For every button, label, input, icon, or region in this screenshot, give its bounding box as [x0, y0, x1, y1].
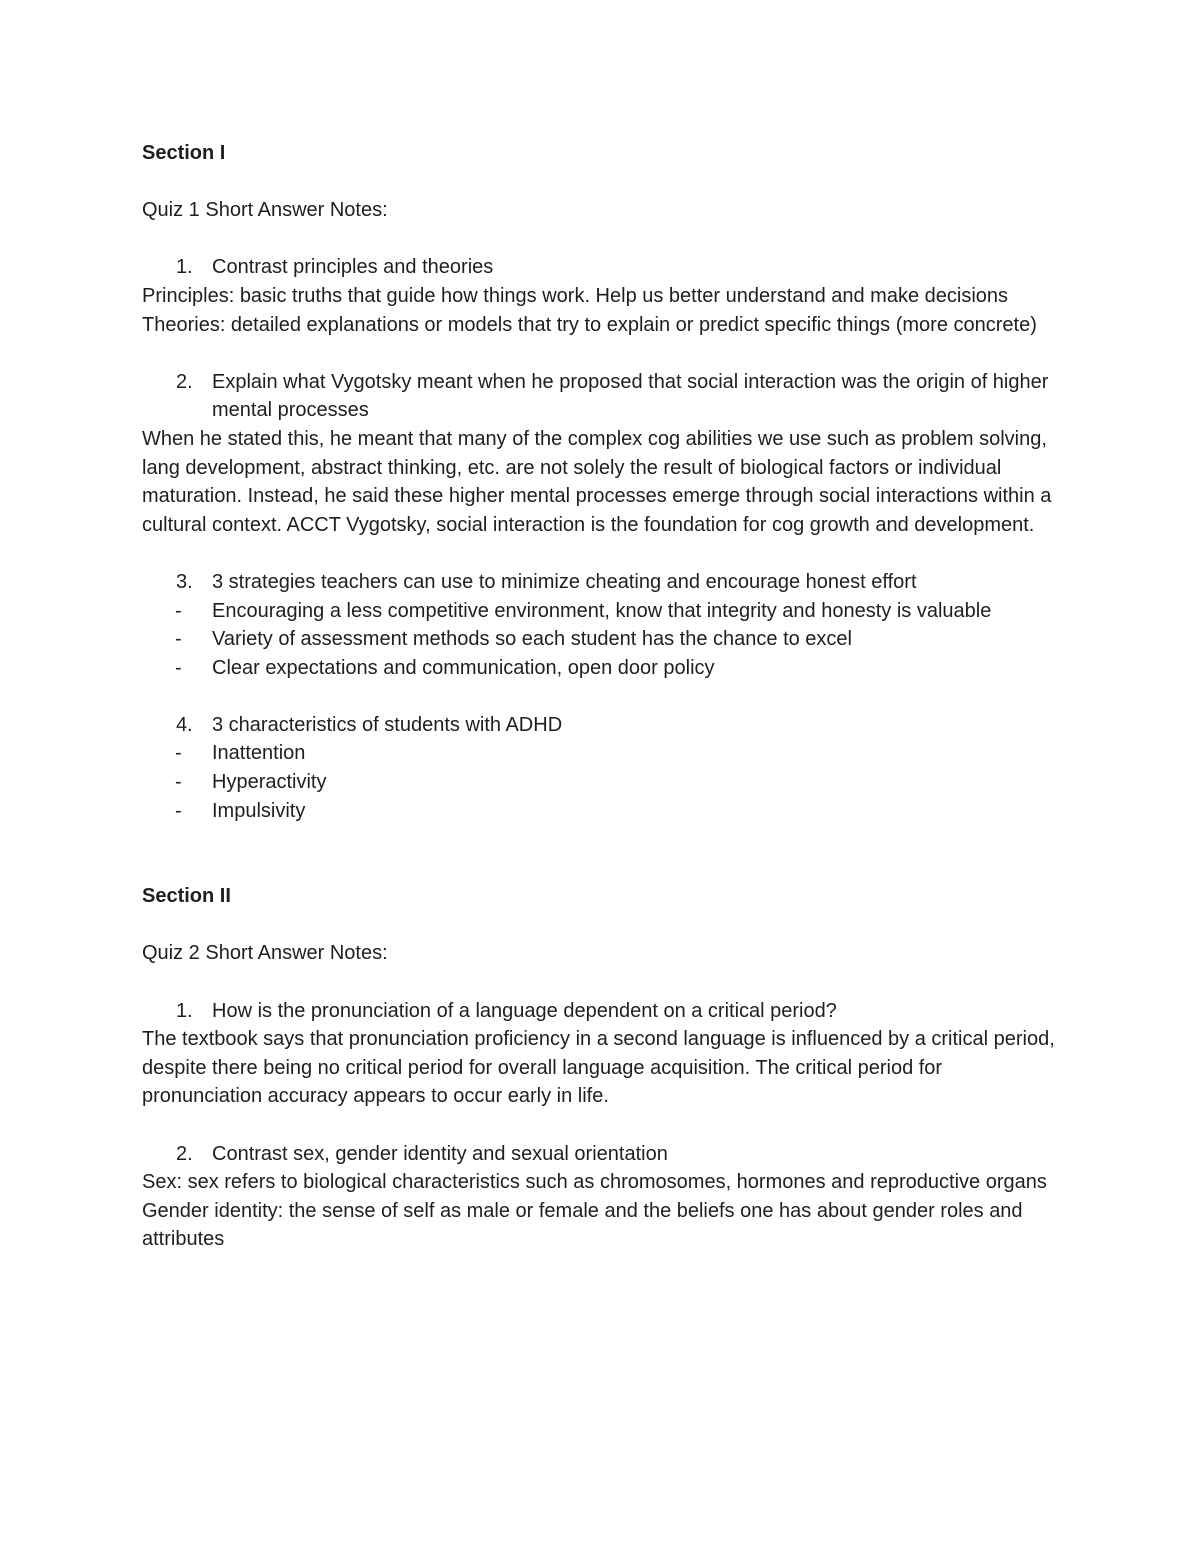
numbered-question	[142, 253, 1062, 282]
bullet-marker: -	[175, 656, 182, 679]
bullet-text: Encouraging a less competitive environment, know that integrity and honesty is valuable	[212, 599, 992, 622]
question-number: 4.	[176, 713, 193, 736]
bullet-item	[142, 768, 1062, 797]
section-heading: Section I	[142, 142, 226, 164]
bullet-marker: -	[175, 742, 182, 765]
bullet-item	[142, 625, 1062, 654]
bullet-marker: -	[175, 599, 182, 622]
answer-paragraph: Principles: basic truths that guide how things work. Help us better understand and make decisions	[142, 284, 1009, 307]
bullet-item	[142, 739, 1062, 768]
answer-paragraph: The textbook says that pronunciation proficiency in a second language is influenced by a critical period, despite there being no critical period for overall language acquisition. The critical period for pronunciation accuracy appears to occur early in life.	[142, 1028, 1055, 1108]
question-text: 3 strategies teachers can use to minimize cheating and encourage honest effort	[212, 570, 917, 593]
bullet-marker: -	[175, 771, 182, 794]
bullet-text: Hyperactivity	[212, 771, 327, 794]
question-number: 2.	[176, 1142, 193, 1165]
bullet-text: Clear expectations and communication, open door policy	[212, 656, 715, 679]
question-text: How is the pronunciation of a language dependent on a critical period?	[212, 999, 837, 1022]
numbered-question	[142, 997, 1062, 1026]
answer-paragraph: When he stated this, he meant that many of the complex cog abilities we use such as problem solving, lang development, abstract thinking, etc. are not solely the result of biological factors or individual maturation. Instead, he said these higher mental processes emerge through social interactions within a cultural context. ACCT Vygotsky, social interaction is the foundation for cog growth and development.	[142, 427, 1052, 536]
question-text: Contrast principles and theories	[212, 256, 494, 279]
bullet-text: Inattention	[212, 742, 306, 765]
bullet-text: Impulsivity	[212, 799, 306, 822]
question-text: Explain what Vygotsky meant when he proposed that social interaction was the origin of higher mental processes	[212, 370, 1049, 422]
section-heading: Section II	[142, 885, 231, 908]
bullet-text: Variety of assessment methods so each student has the chance to excel	[212, 628, 852, 651]
bullet-item	[142, 797, 1062, 826]
question-number: 2.	[176, 370, 193, 393]
question-number: 3.	[176, 570, 193, 593]
bullet-item	[142, 597, 1062, 626]
quiz-title: Quiz 1 Short Answer Notes:	[142, 199, 388, 222]
question-number: 1.	[176, 999, 193, 1022]
question-number: 1.	[176, 256, 193, 279]
question-text: 3 characteristics of students with ADHD	[212, 713, 563, 736]
numbered-question	[142, 368, 1062, 425]
numbered-question	[142, 1140, 1062, 1169]
bullet-item	[142, 654, 1062, 683]
bullet-marker: -	[175, 628, 182, 651]
numbered-question	[142, 711, 1062, 740]
numbered-question	[142, 568, 1062, 597]
document-page	[142, 139, 1062, 1254]
answer-paragraph: Gender identity: the sense of self as male or female and the beliefs one has about gender roles and attributes	[142, 1199, 1023, 1251]
answer-paragraph: Sex: sex refers to biological characteristics such as chromosomes, hormones and reproductive organs	[142, 1171, 1047, 1194]
quiz-title: Quiz 2 Short Answer Notes:	[142, 942, 388, 965]
bullet-marker: -	[175, 799, 182, 822]
answer-paragraph: Theories: detailed explanations or models that try to explain or predict specific things (more concrete)	[142, 313, 1037, 336]
question-text: Contrast sex, gender identity and sexual orientation	[212, 1142, 668, 1165]
